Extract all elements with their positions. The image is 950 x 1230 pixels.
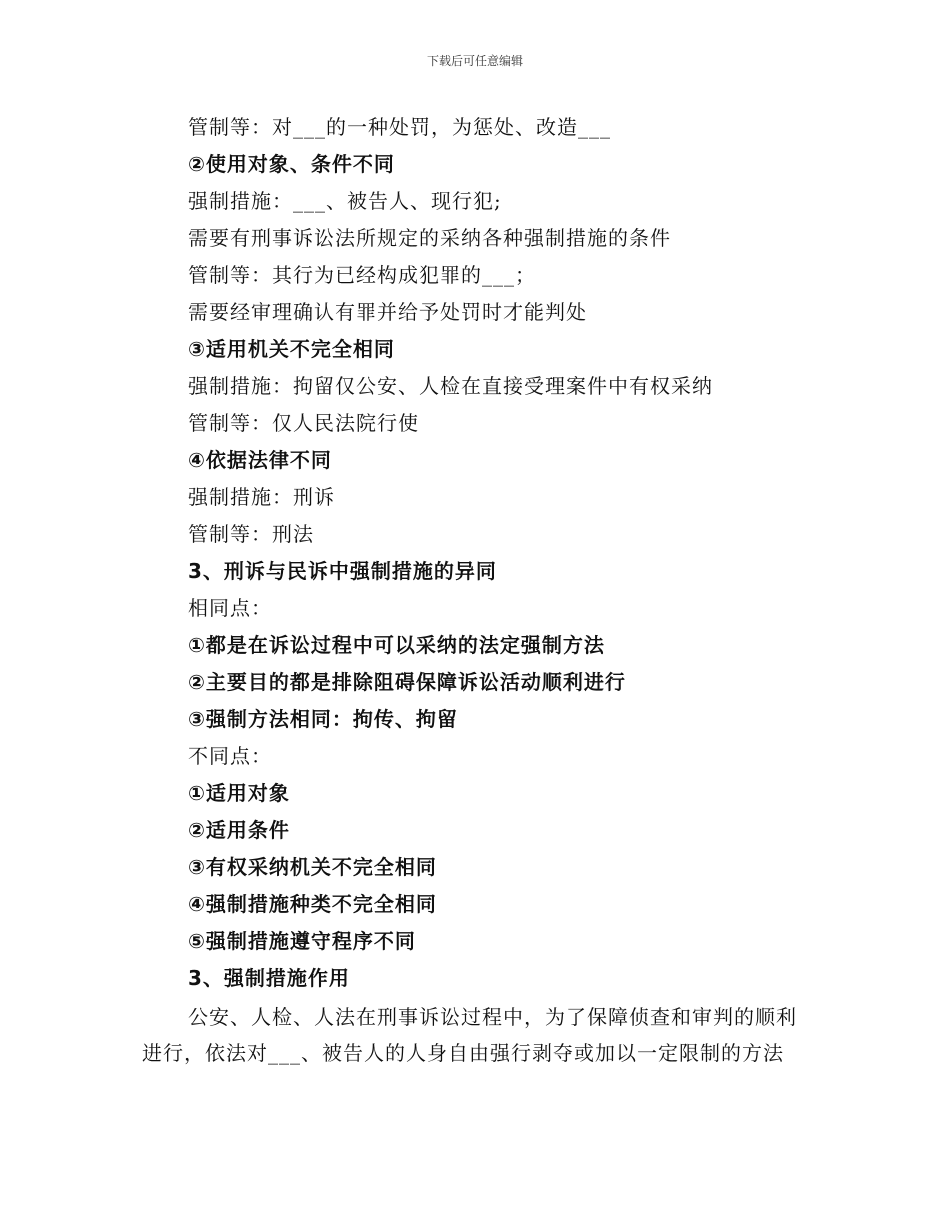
list-item: ②主要目的都是排除阻碍保障诉讼活动顺利进行 [188,670,626,694]
section-heading: ②使用对象、条件不同 [188,152,395,176]
section-heading: ④依据法律不同 [188,448,332,472]
text-line: 强制措施：刑诉 [188,485,335,509]
list-item: ⑤强制措施遵守程序不同 [188,929,416,953]
text-line: 管制等：其行为已经构成犯罪的___； [188,263,536,287]
text-line: 需要经审理确认有罪并给予处罚时才能判处 [188,300,587,324]
body-paragraph: 公安、人检、人法在刑事诉讼过程中，为了保障侦查和审判的顺利进行，依法对___、被告人的人身自由强行剥夺或加以一定限制的方法 [142,1005,797,1065]
text-line: 管制等：对___的一种处罚，为惩处、改造___ [188,115,611,139]
text-line: 管制等：刑法 [188,522,314,546]
section-heading: ③适用机关不完全相同 [188,337,395,361]
list-item: ①都是在诉讼过程中可以采纳的法定强制方法 [188,633,605,657]
text-line: 需要有刑事诉讼法所规定的采纳各种强制措施的条件 [188,226,671,250]
text-line: 相同点： [188,596,272,620]
text-line: 强制措施：___、被告人、现行犯; [188,189,502,213]
section-heading: 3、强制措施作用 [188,966,350,990]
list-item: ①适用对象 [188,781,290,805]
list-item: ③有权采纳机关不完全相同 [188,855,437,879]
section-heading: 3、刑诉与民诉中强制措施的异同 [188,559,497,583]
text-line: 强制措施：拘留仅公安、人检在直接受理案件中有权采纳 [188,374,713,398]
list-item: ④强制措施种类不完全相同 [188,892,437,916]
text-line: 管制等：仅人民法院行使 [188,411,419,435]
page-header: 下载后可任意编辑 [426,54,523,68]
text-line: 不同点： [188,744,272,768]
list-item: ③强制方法相同：拘传、拘留 [188,707,458,731]
list-item: ②适用条件 [188,818,290,842]
